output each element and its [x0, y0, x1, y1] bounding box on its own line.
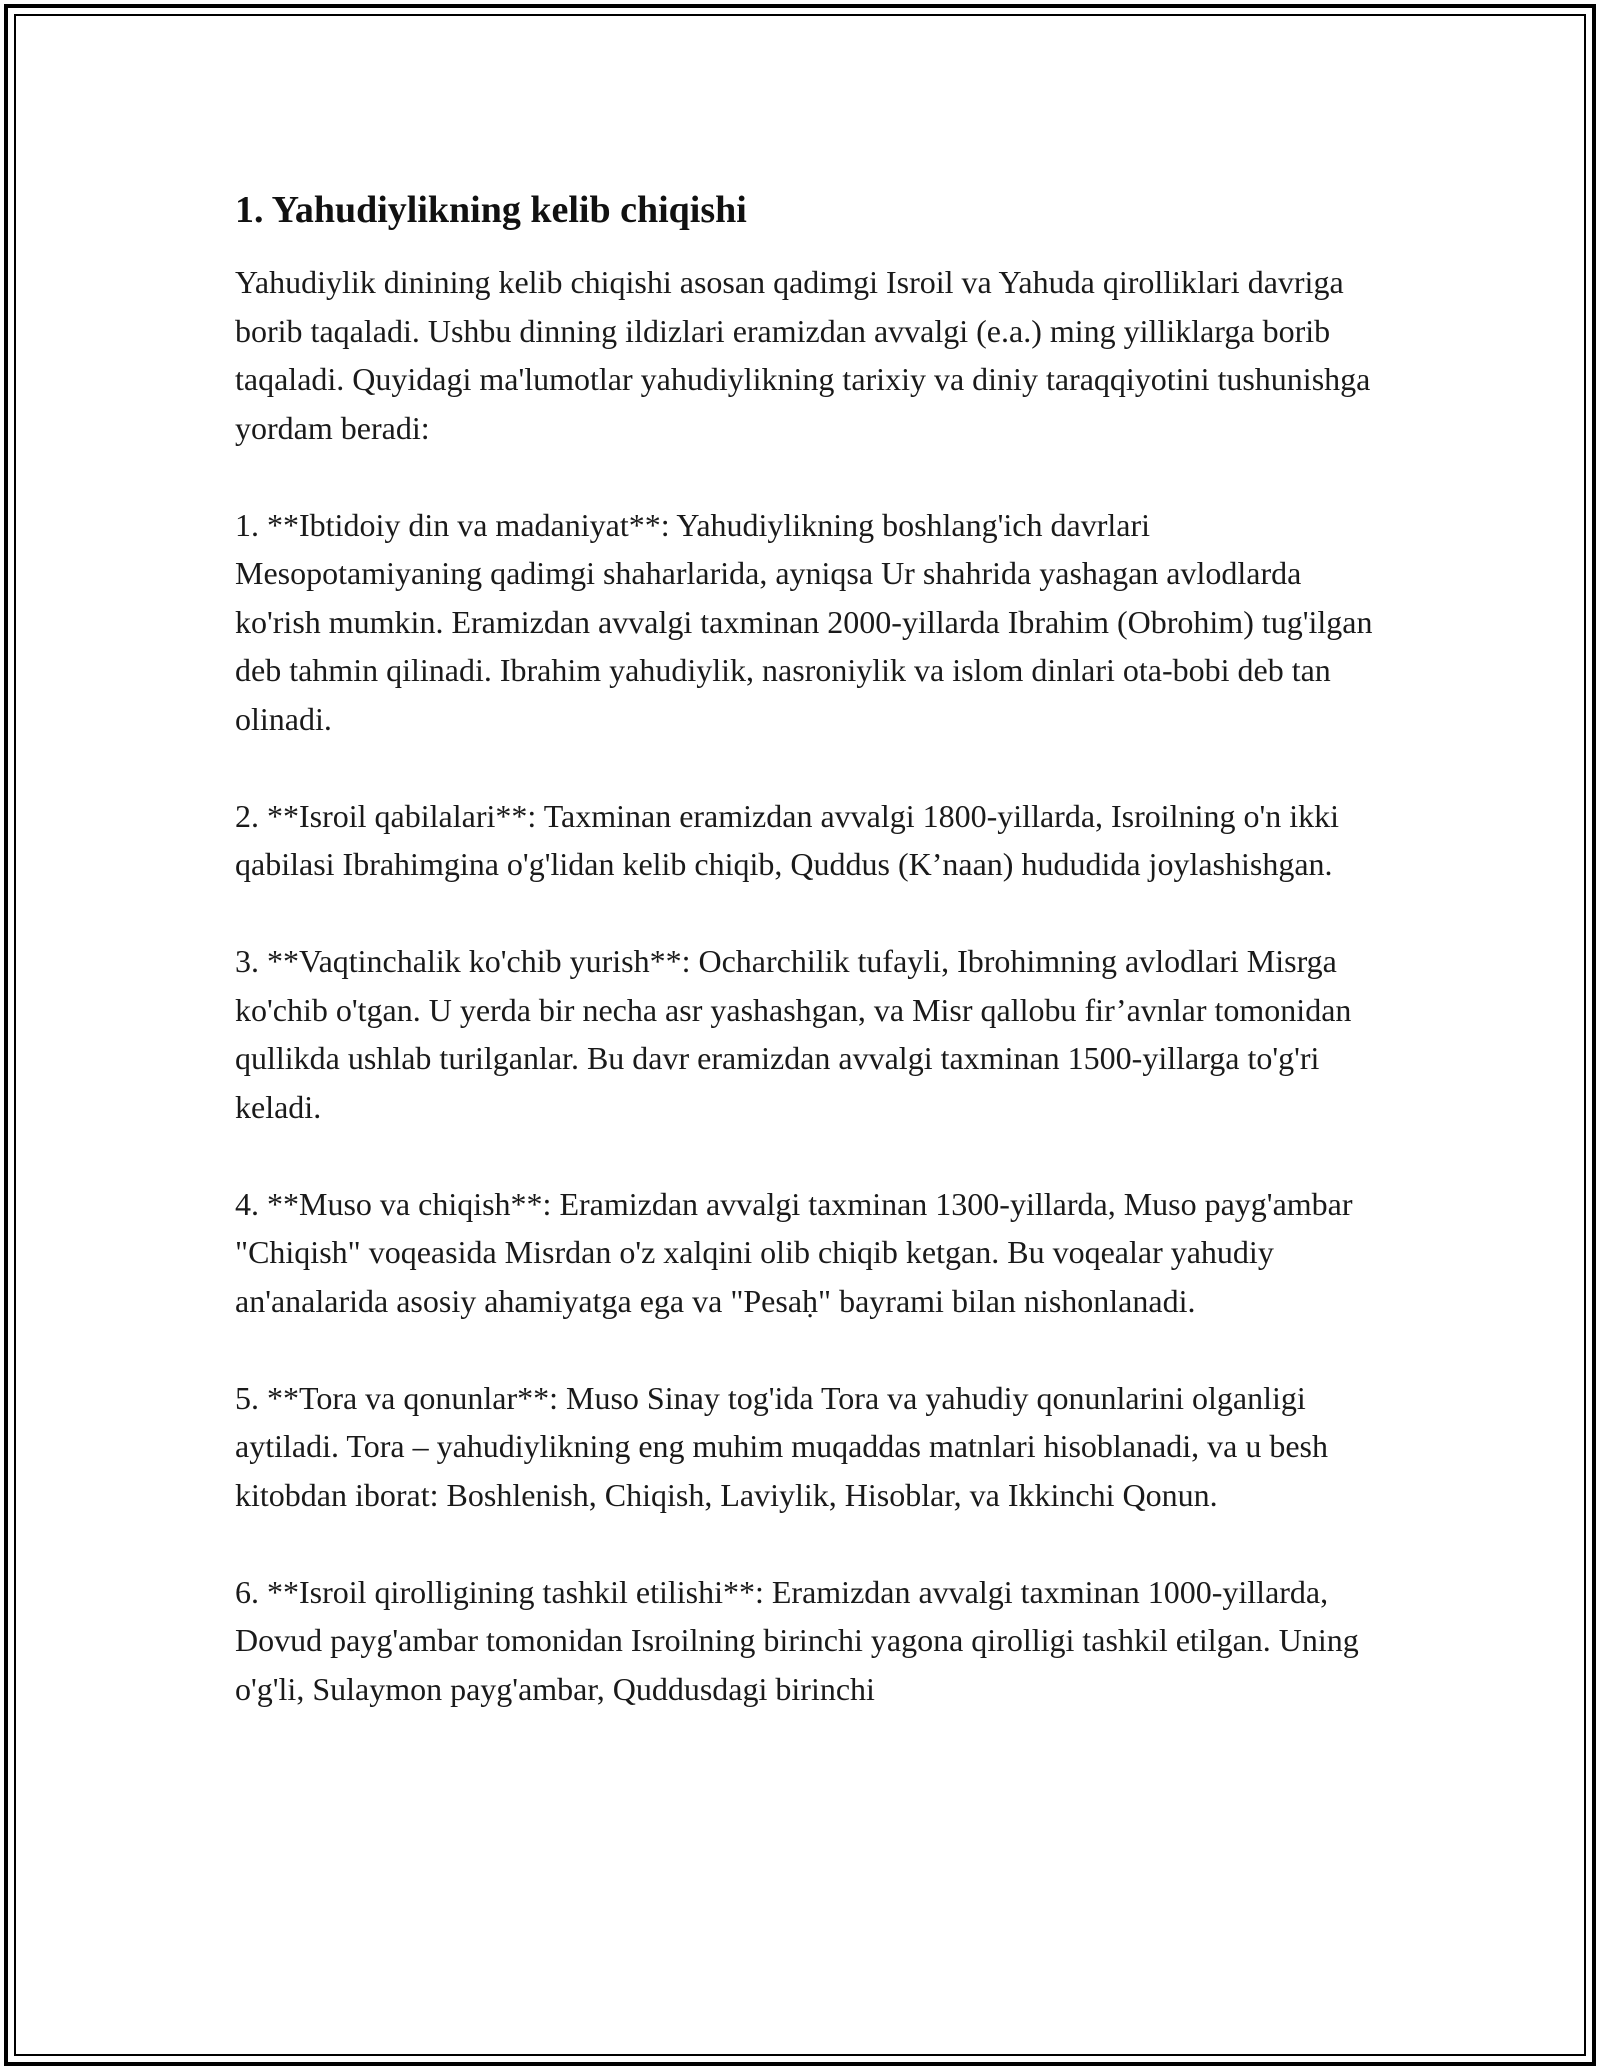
document-page	[235, 186, 1375, 1762]
list-item-5: 5. **Tora va qonunlar**: Muso Sinay tog'ida Tora va yahudiy qonunlarini olganligi aytiladi. Tora – yahudiylikning eng muhim muqaddas matnlari hisoblanadi, va u besh kitobdan iborat: Boshlenish, Chiqish, Laviylik, Hisoblar, va Ikkinchi Qonun.	[235, 1379, 1328, 1513]
list-item-6: 6. **Isroil qirolligining tashkil etilishi**: Eramizdan avvalgi taxminan 1000-yillarda, Dovud payg'ambar tomonidan Isroilning birinchi yagona qirolligi tashkil etilgan. Uning o'g'li, Sulaymon payg'ambar, Quddusdagi birinchi	[235, 1573, 1359, 1707]
list-item-1: 1. **Ibtidoiy din va madaniyat**: Yahudiylikning boshlang'ich davrlari Mesopotamiyaning qadimgi shaharlarida, ayniqsa Ur shahrida yashagan avlodlarda ko'rish mumkin. Eramizdan avvalgi taxminan 2000-yillarda Ibrahim (Obrohim) tug'ilgan deb tahmin qilinadi. Ibrahim yahudiylik, nasroniylik va islom dinlari ota-bobi deb tan olinadi.	[235, 506, 1373, 737]
list-item-3: 3. **Vaqtinchalik ko'chib yurish**: Ocharchilik tufayli, Ibrohimning avlodlari Misrga ko'chib o'tgan. U yerda bir necha asr yashashgan, va Misr qallobu fir’avnlar tomonidan qullikda ushlab turilganlar. Bu davr eramizdan avvalgi taxminan 1500-yillarga to'g'ri keladi.	[235, 943, 1352, 1125]
section-heading: 1. Yahudiylikning kelib chiqishi	[235, 189, 747, 231]
list-item-4: 4. **Muso va chiqish**: Eramizdan avvalgi taxminan 1300-yillarda, Muso payg'ambar "Chiqish" voqeasida Misrdan o'z xalqini olib chiqib ketgan. Bu voqealar yahudiy an'analarida asosiy ahamiyatga ega va "Pesaḥ" bayrami bilan nishonlanadi.	[235, 1185, 1353, 1319]
intro-paragraph: Yahudiylik dinining kelib chiqishi asosan qadimgi Isroil va Yahuda qirolliklari davriga borib taqaladi. Ushbu dinning ildizlari eramizdan avvalgi (e.a.) ming yilliklarga borib taqaladi. Quyidagi ma'lumotlar yahudiylikning tarixiy va diniy taraqqiyotini tushunishga yordam beradi:	[235, 264, 1371, 446]
list-item-2: 2. **Isroil qabilalari**: Taxminan eramizdan avvalgi 1800-yillarda, Isroilning o'n ikki qabilasi Ibrahimgina o'g'lidan kelib chiqib, Quddus (K’naan) hududida joylashishgan.	[235, 797, 1339, 882]
